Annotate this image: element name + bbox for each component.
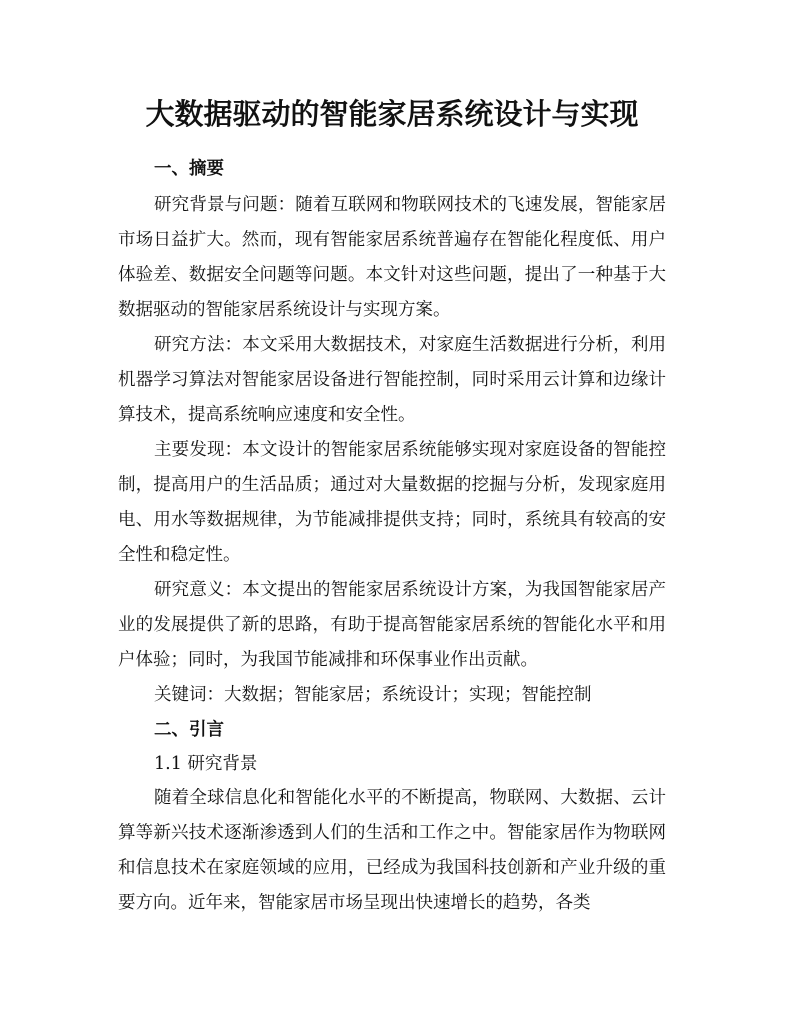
abstract-method-paragraph: 研究方法：本文采用大数据技术，对家庭生活数据进行分析，利用机器学习算法对智能家居设备进行智能控制，同时采用云计算和边缘计算技术，提高系统响应速度和安全性。 [118,335,666,425]
abstract-significance-paragraph: 研究意义：本文提出的智能家居系统设计方案，为我国智能家居产业的发展提供了新的思路，有助于提高智能家居系统的智能化水平和用户体验；同时，为我国节能减排和环保事业作出贡献。 [118,580,666,670]
document-page [118,82,666,921]
abstract-background-paragraph: 研究背景与问题：随着互联网和物联网技术的飞速发展，智能家居市场日益扩大。然而，现有智能家居系统普遍存在智能化程度低、用户体验差、数据安全问题等问题。本文针对这些问题，提出了一种基于大数据驱动的智能家居系统设计与实现方案。 [118,195,666,320]
keywords-line: 关键词：大数据；智能家居；系统设计；实现；智能控制 [154,685,592,705]
document-title: 大数据驱动的智能家居系统设计与实现 [145,97,639,131]
subsection-heading-background: 1.1 研究背景 [154,754,258,774]
introduction-paragraph: 随着全球信息化和智能化水平的不断提高，物联网、大数据、云计算等新兴技术逐渐渗透到人们的生活和工作之中。智能家居作为物联网和信息技术在家庭领域的应用，已经成为我国科技创新和产业升级的重要方向。近年来，智能家居市场呈现出快速增长的趋势，各类 [118,788,666,913]
abstract-findings-paragraph: 主要发现：本文设计的智能家居系统能够实现对家庭设备的智能控制，提高用户的生活品质；通过对大量数据的挖掘与分析，发现家庭用电、用水等数据规律，为节能减排提供支持；同时，系统具有较高的安全性和稳定性。 [118,440,666,565]
section-heading-introduction: 二、引言 [154,720,224,740]
section-heading-abstract: 一、摘要 [154,159,224,179]
